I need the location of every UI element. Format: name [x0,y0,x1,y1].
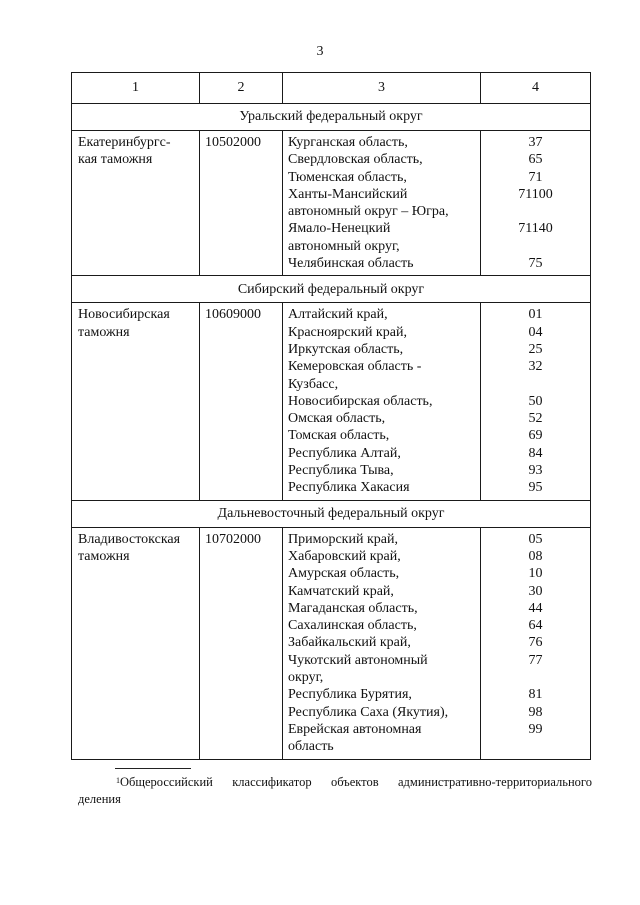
okato-code: 93 [528,463,543,479]
okato-code: 84 [528,445,543,461]
okato-code: 99 [528,721,543,737]
footnote-marker: 1 [116,776,120,785]
region-line: Магаданская область, [288,600,418,616]
okato-code: 04 [528,324,543,340]
region-line: Алтайский край, [288,307,388,323]
office-cell [72,303,200,500]
office-code: 10702000 [200,527,283,759]
okato-spacer [481,238,590,255]
okato-code: 98 [528,704,543,720]
district-name: Дальневосточный федеральный округ [72,500,591,527]
office-name-line: таможня [78,548,130,564]
okato-code: 05 [528,531,543,547]
table-header-row [72,73,591,104]
region-line: Курганская область, [288,135,408,150]
footnote-word: объектов [330,775,379,789]
footnote-word: Общероссийский [120,775,213,789]
region-line: Кузбасс, [288,376,339,392]
office-name-line: Екатеринбургс- [78,135,171,150]
district-name: Уральский федеральный округ [72,104,591,131]
region-line: Республика Хакасия [288,480,410,496]
regions-cell [283,131,481,276]
office-name-line: таможня [78,324,130,340]
header-cell: 2 [200,73,283,104]
region-line: Ямало-Ненецкий [288,221,391,237]
okato-code: 37 [528,135,543,150]
okato-code: 52 [528,411,543,427]
okato-code: 32 [528,359,543,375]
okato-code: 69 [528,428,543,444]
okato-cell [481,527,591,759]
header-cell: 1 [72,73,200,104]
okato-code: 10 [528,566,543,582]
footnote-rule [115,768,191,769]
region-line: Тюменская область, [288,169,407,185]
okato-spacer [481,738,590,755]
district-row [72,276,591,303]
page-number: 3 [316,44,324,59]
office-name-line: Владивостокская [78,531,181,547]
okato-code: 95 [528,480,543,496]
region-line: область [288,739,334,755]
okato-code: 30 [528,583,543,599]
okato-spacer [481,376,590,393]
footnote [78,774,592,808]
customs-table [71,72,591,760]
region-line: Республика Тыва, [288,463,394,479]
okato-code: 44 [528,600,543,616]
region-line: Еврейская автономная [288,721,422,737]
okato-cell [481,131,591,276]
region-line: Свердловская область, [288,152,423,168]
office-name-line: Новосибирская [78,307,170,323]
region-line: автономный округ – Югра, [288,204,449,220]
region-line: Забайкальский край, [288,635,411,651]
region-line: Томская область, [288,428,390,444]
region-line: Иркутская область, [288,341,404,357]
region-line: Ханты-Мансийский [288,186,408,202]
region-line: Кемеровская область - [288,359,422,375]
okato-code: 08 [528,548,543,564]
okato-code: 71140 [518,221,553,237]
regions-cell [283,303,481,500]
okato-spacer [481,669,590,686]
footnote-word: административно-территориального [398,775,592,789]
region-line: Камчатский край, [288,583,394,599]
header-cell: 3 [283,73,481,104]
office-cell [72,131,200,276]
district-row [72,500,591,527]
okato-code: 01 [528,307,543,323]
region-line: Хабаровский край, [288,548,401,564]
okato-cell [481,303,591,500]
okato-code: 77 [528,652,543,668]
region-line: Сахалинская область, [288,618,417,634]
region-line: автономный округ, [288,238,400,254]
footnote-word: классификатор [232,775,312,789]
okato-code: 64 [528,618,543,634]
region-line: Приморский край, [288,531,398,547]
office-cell [72,527,200,759]
region-line: округ, [288,670,324,686]
footnote-word-wrap [78,774,213,791]
okato-code: 75 [528,256,543,272]
okato-code: 25 [528,341,543,357]
office-row [72,303,591,500]
okato-code: 71 [528,169,543,185]
office-row [72,131,591,276]
okato-code: 81 [528,687,543,703]
district-name: Сибирский федеральный округ [72,276,591,303]
header-cell: 4 [481,73,591,104]
regions-cell [283,527,481,759]
footnote-last-line: деления [78,792,121,806]
region-line: Амурская область, [288,566,400,582]
okato-code: 76 [528,635,543,651]
okato-code: 71100 [518,186,553,202]
office-row [72,527,591,759]
office-name-line: кая таможня [78,152,153,168]
footnote-first-line [78,774,592,791]
region-line: Чукотский автономный [288,652,428,668]
region-line: Омская область, [288,411,386,427]
region-line: Республика Саха (Якутия), [288,704,449,720]
office-code: 10609000 [200,303,283,500]
region-line: Новосибирская область, [288,393,433,409]
region-line: Челябинская область [288,256,414,272]
okato-code: 50 [528,393,543,409]
district-row [72,104,591,131]
okato-spacer [481,203,590,220]
okato-code: 65 [528,152,543,168]
region-line: Красноярский край, [288,324,407,340]
office-code: 10502000 [200,131,283,276]
region-line: Республика Алтай, [288,445,401,461]
region-line: Республика Бурятия, [288,687,412,703]
